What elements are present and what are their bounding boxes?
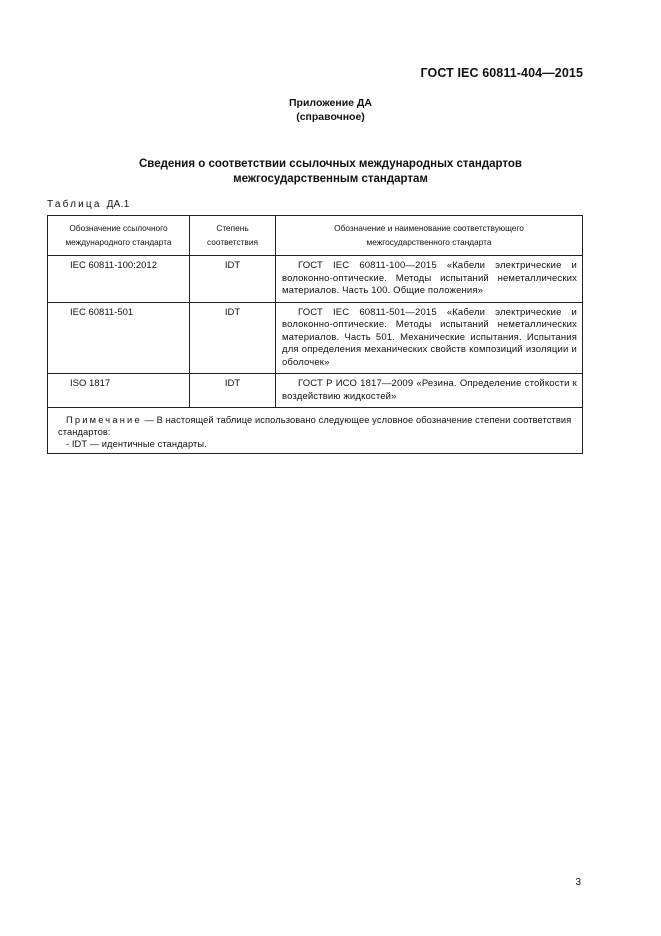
note-text: — В настоящей таблице использовано следующее условное обозначение степени соответствия стандартов:: [58, 415, 572, 437]
appendix-label: Приложение ДА: [289, 97, 372, 109]
header-col2-line1: Степень: [216, 223, 249, 233]
header-ref-standard: [48, 216, 190, 256]
header-degree: [190, 216, 276, 256]
header-interstate-standard: [276, 216, 583, 256]
table-caption-label: Таблица: [47, 199, 102, 210]
table-row: [48, 302, 583, 374]
title-line-2: межгосударственным стандартам: [233, 173, 428, 185]
header-col2-line2: соответствия: [207, 237, 258, 247]
table-row: [48, 256, 583, 303]
standard-code: ГОСТ IEC 60811-404—2015: [420, 66, 583, 80]
table-note: [48, 408, 583, 454]
row-ref: IEC 60811-501: [48, 302, 190, 374]
table-note-row: [48, 408, 583, 454]
row-name: ГОСТ IEC 60811-100—2015 «Кабели электрические и волоконно-оптические. Методы испытаний неметаллических материалов. Часть 100. Общие положения»: [276, 256, 583, 303]
table-caption-number: ДА.1: [106, 199, 130, 210]
note-item: - IDT — идентичные стандарты.: [66, 439, 207, 449]
header-col1-line2: международного стандарта: [65, 237, 172, 247]
correspondence-table: [47, 215, 583, 454]
header-col1-line1: Обозначение ссылочного: [69, 223, 168, 233]
appendix-kind: (справочное): [296, 111, 365, 123]
page-number: 3: [575, 877, 581, 888]
appendix-heading: [0, 96, 661, 124]
row-degree: IDT: [190, 302, 276, 374]
title-line-1: Сведения о соответствии ссылочных международных стандартов: [138, 158, 522, 170]
row-degree: IDT: [190, 374, 276, 408]
header-col3-line1: Обозначение и наименование соответствующего: [334, 223, 524, 233]
table-row: [48, 374, 583, 408]
row-degree: IDT: [190, 256, 276, 303]
row-ref: ISO 1817: [48, 374, 190, 408]
note-lead: Примечание: [66, 415, 142, 425]
header-col3-line2: межгосударственного стандарта: [366, 237, 492, 247]
row-name: ГОСТ IEC 60811-501—2015 «Кабели электрические и волоконно-оптические. Методы испытаний неметаллических материалов. Часть 501. Механические испытания. Испытания для определения механических свойств композиций изоляции и оболочек»: [276, 302, 583, 374]
row-name: ГОСТ Р ИСО 1817—2009 «Резина. Определение стойкости к воздействию жидкостей»: [276, 374, 583, 408]
row-ref: IEC 60811-100:2012: [48, 256, 190, 303]
table-header-row: [48, 216, 583, 256]
table-caption: [47, 199, 130, 210]
document-title: [0, 157, 661, 187]
